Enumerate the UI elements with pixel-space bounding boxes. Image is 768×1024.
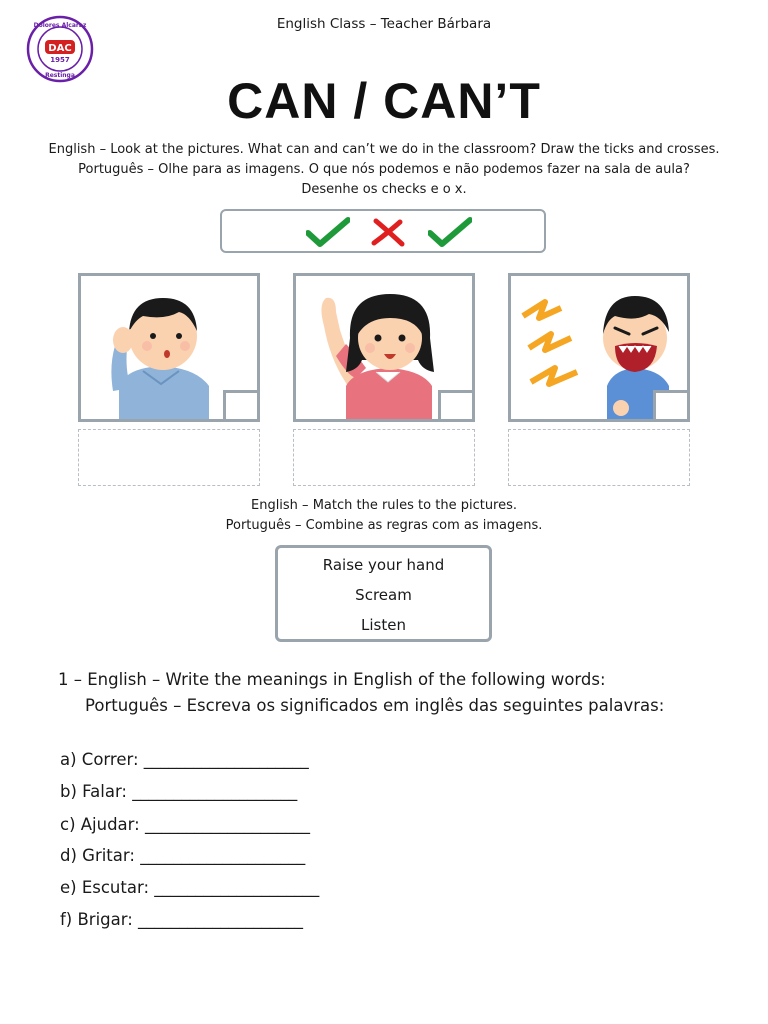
rules-box [275, 545, 492, 642]
picture-boy-screaming [508, 273, 690, 422]
instruction-en: English – Look at the pictures. What can and can’t we do in the classroom? Draw the ticks and crosses. [48, 142, 720, 157]
svg-text:Restinga: Restinga [45, 72, 75, 79]
cross-icon [370, 217, 406, 247]
svg-text:Dolores Alcaraz: Dolores Alcaraz [33, 22, 87, 29]
question-1-pt: Português – Escreva os significados em inglês das seguintes palavras: [85, 696, 665, 715]
rule-item: Listen [361, 616, 406, 634]
match-instruction-pt: Português – Combine as regras com as imagens. [225, 518, 543, 533]
word-item[interactable]: e) Escutar: ____________________ [60, 878, 320, 897]
word-item[interactable]: d) Gritar: ____________________ [60, 846, 306, 865]
rule-item: Scream [355, 586, 412, 604]
marks-example-box [220, 209, 546, 253]
page-title: CAN / CAN’T [227, 73, 541, 129]
picture-boy-listening [78, 273, 260, 422]
picture-corner-box [223, 390, 260, 422]
instruction-pt: Português – Olhe para as imagens. O que nós podemos e não podemos fazer na sala de aula? [78, 162, 690, 177]
check-icon [306, 217, 350, 247]
svg-text:DAC: DAC [48, 43, 72, 54]
match-instruction-en: English – Match the rules to the pictures. [250, 498, 518, 513]
answer-box-3[interactable] [508, 429, 690, 486]
answer-box-1[interactable] [78, 429, 260, 486]
svg-text:1957: 1957 [50, 56, 70, 64]
rule-item: Raise your hand [322, 556, 445, 574]
question-1-en: 1 – English – Write the meanings in English of the following words: [58, 670, 606, 689]
picture-corner-box [653, 390, 690, 422]
instruction-pt-2: Desenhe os checks e o x. [301, 182, 467, 197]
picture-corner-box [438, 390, 475, 422]
answer-box-2[interactable] [293, 429, 475, 486]
word-item[interactable]: b) Falar: ____________________ [60, 782, 298, 801]
check-icon [428, 217, 472, 247]
picture-girl-raising-hand [293, 273, 475, 422]
word-item[interactable]: c) Ajudar: ____________________ [60, 815, 310, 834]
word-item[interactable]: f) Brigar: ____________________ [60, 910, 304, 929]
page-header: English Class – Teacher Bárbara [276, 16, 492, 32]
word-item[interactable]: a) Correr: ____________________ [60, 750, 309, 769]
